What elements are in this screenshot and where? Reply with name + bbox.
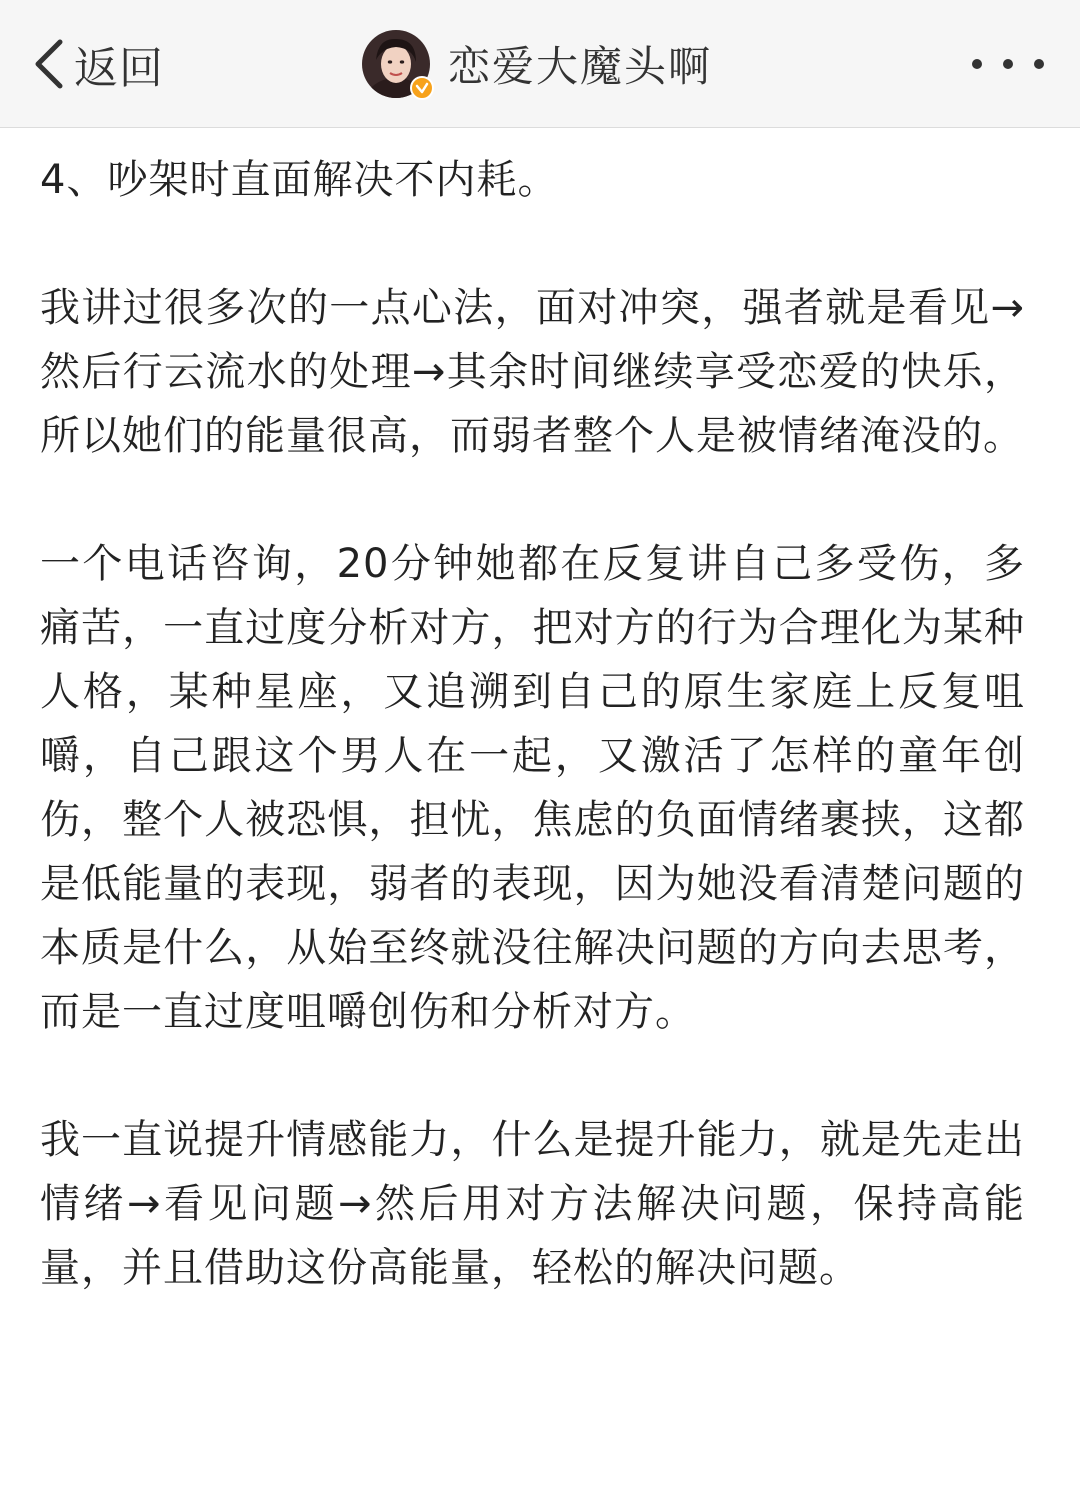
more-options-button[interactable] (972, 52, 1044, 76)
post-paragraph: 我讲过很多次的一点心法，面对冲突，强者就是看见→然后行云流水的处理→其余时间继续享受恋爱的快乐，所以她们的能量很高，而弱者整个人是被情绪淹没的。 (40, 285, 1025, 459)
username[interactable]: 恋爱大魔头啊 (448, 42, 713, 91)
back-label: 返回 (74, 43, 164, 94)
back-button[interactable] (30, 32, 164, 96)
dot-icon (1003, 59, 1013, 69)
paragraph-gap (40, 468, 1025, 532)
avatar[interactable] (362, 30, 430, 98)
paragraph-gap (40, 1044, 1025, 1108)
post-body (40, 148, 1025, 1300)
verified-badge-icon (410, 76, 434, 100)
post-paragraph: 一个电话咨询，20分钟她都在反复讲自己多受伤，多痛苦，一直过度分析对方，把对方的行为合理化为某种人格，某种星座，又追溯到自己的原生家庭上反复咀嚼，自己跟这个男人在一起，又激活了怎样的童年创伤，整个人被恐惧，担忧，焦虑的负面情绪裹挟，这都是低能量的表现，弱者的表现，因为她没看清楚问题的本质是什么，从始至终就没往解决问题的方向去思考，而是一直过度咀嚼创伤和分析对方。 (40, 541, 1025, 1035)
post-paragraph: 4、吵架时直面解决不内耗。 (40, 157, 559, 203)
nav-bar (0, 0, 1080, 128)
paragraph-gap (40, 212, 1025, 276)
chevron-left-icon (30, 34, 70, 94)
dot-icon (1034, 59, 1044, 69)
post-paragraph: 我一直说提升情感能力，什么是提升能力，就是先走出情绪→看见问题→然后用对方法解决问题，保持高能量，并且借助这份高能量，轻松的解决问题。 (40, 1117, 1025, 1291)
dot-icon (972, 59, 982, 69)
profile-header[interactable] (362, 28, 712, 100)
